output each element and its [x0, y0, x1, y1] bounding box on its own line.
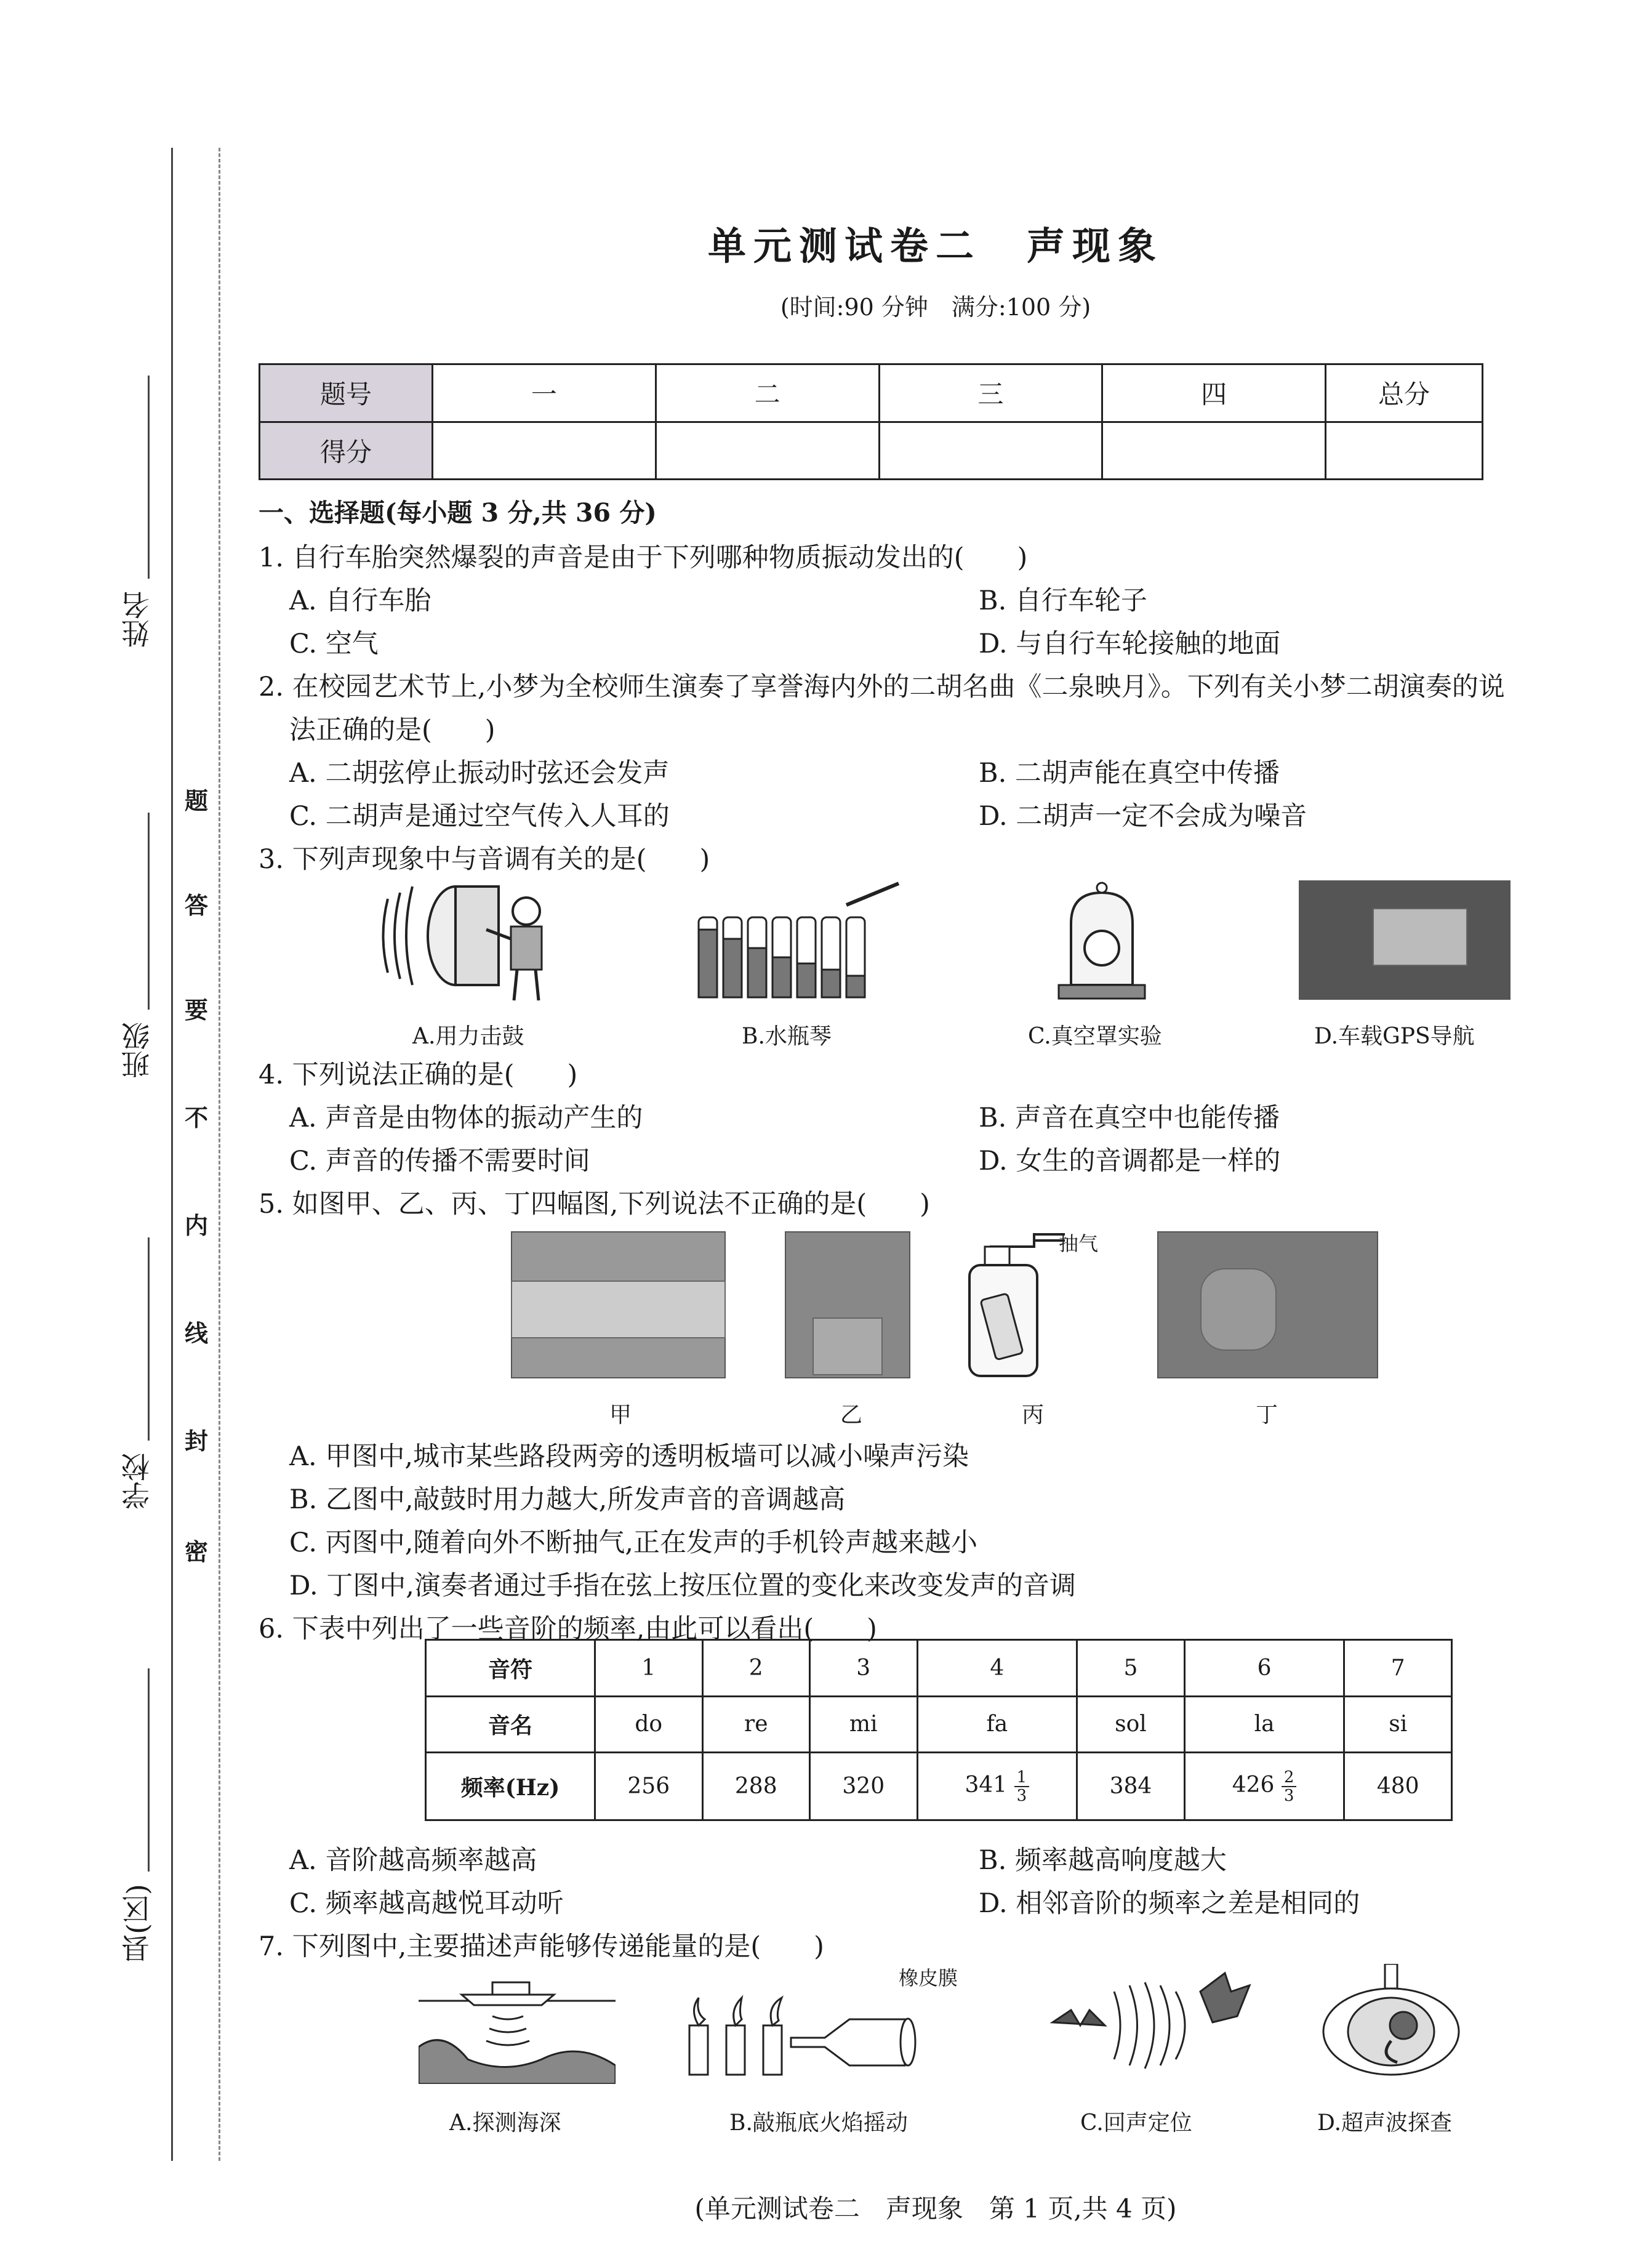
ultrasound-figure: [1311, 1964, 1471, 2081]
q5-option-a[interactable]: A. 甲图中,城市某些路段两旁的透明板墙可以减小噪声污染: [289, 1441, 969, 1472]
q5-option-d[interactable]: D. 丁图中,演奏者通过手指在弦上按压位置的变化来改变发声的音调: [289, 1570, 1076, 1601]
pump-label: 抽气: [1059, 1232, 1099, 1255]
ship-sonar-figure: [419, 1967, 616, 2084]
q7-caption-c: C.回声定位: [1080, 2110, 1192, 2136]
page-title: 单元测试卷二 声现象: [707, 223, 1163, 268]
q3-caption-a: A.用力击鼓: [412, 1024, 524, 1049]
q5-option-c[interactable]: C. 丙图中,随着向外不断抽气,正在发声的手机铃声越来越小: [289, 1527, 978, 1558]
name-label: 姓名: [121, 591, 154, 648]
note-cell: 7: [1344, 1640, 1452, 1697]
seal-char-2: 答: [185, 891, 209, 919]
la-denominator: 3: [1283, 1786, 1294, 1805]
note-cell: 2: [702, 1640, 810, 1697]
seal-char-5: 内: [185, 1212, 209, 1239]
q6-option-d[interactable]: D. 相邻音阶的频率之差是相同的: [979, 1888, 1360, 1919]
q2-stem-cont: 法正确的是( ): [289, 715, 496, 746]
q5-caption-ding: 丁: [1256, 1402, 1278, 1428]
q4-stem: 4. 下列说法正确的是( ): [259, 1060, 578, 1090]
freq-cell: 384: [1077, 1753, 1185, 1820]
seal-char-8: 密: [185, 1538, 209, 1566]
q1-option-c[interactable]: C. 空气: [289, 629, 379, 659]
q5-option-b[interactable]: B. 乙图中,敲鼓时用力越大,所发声音的音调越高: [289, 1484, 846, 1515]
q4-option-c[interactable]: C. 声音的传播不需要时间: [289, 1146, 590, 1176]
note-cell: 5: [1077, 1640, 1185, 1697]
q4-option-d[interactable]: D. 女生的音调都是一样的: [979, 1146, 1281, 1176]
score-col-3: 三: [879, 364, 1102, 422]
q6-option-c[interactable]: C. 频率越高越悦耳动听: [289, 1888, 564, 1919]
school-label: 学校: [121, 1453, 154, 1510]
score-header-label: 题号: [260, 364, 433, 422]
seal-char-1: 题: [185, 787, 209, 814]
freq-cell-la: [1184, 1753, 1344, 1820]
frequency-table: [425, 1639, 1453, 1821]
binding-solid-line: [171, 148, 173, 2161]
la-freq-whole: 426: [1232, 1772, 1275, 1798]
note-cell: 6: [1184, 1640, 1344, 1697]
class-label: 班级: [121, 1022, 154, 1079]
q3-caption-c: C.真空罩实验: [1028, 1024, 1162, 1049]
freq-cell: 256: [595, 1753, 703, 1820]
row-head-name: 音名: [426, 1696, 595, 1753]
fa-freq-whole: 341: [965, 1772, 1008, 1798]
violin-body: [1200, 1268, 1277, 1351]
q2-option-b[interactable]: B. 二胡声能在真空中传播: [979, 758, 1280, 789]
q5-caption-bing: 丙: [1022, 1402, 1045, 1428]
q5-caption-jia: 甲: [609, 1402, 632, 1428]
county-underline: [148, 1668, 150, 1872]
q2-option-a[interactable]: A. 二胡弦停止振动时弦还会发声: [289, 758, 670, 789]
freq-cell-fa: [917, 1753, 1077, 1820]
la-fraction: [1282, 1769, 1297, 1804]
name-underline: [148, 376, 150, 579]
seal-char-7: 封: [185, 1427, 209, 1455]
q2-stem: 2. 在校园艺术节上,小梦为全校师生演奏了享誉海内外的二胡名曲《二泉映月》。下列有关小梦二胡演奏的说: [259, 672, 1505, 702]
section-heading: 一、选择题(每小题 3 分,共 36 分): [259, 498, 657, 528]
score-row-label: 得分: [260, 422, 433, 480]
bottle-flame-figure: [683, 1982, 923, 2081]
sound-barrier-wall: [511, 1281, 726, 1338]
q5-caption-yi: 乙: [840, 1402, 863, 1428]
q6-option-b[interactable]: B. 频率越高响度越大: [979, 1845, 1227, 1876]
q1-option-a[interactable]: A. 自行车胎: [289, 585, 431, 616]
score-col-4: 四: [1102, 364, 1326, 422]
q1-option-d[interactable]: D. 与自行车轮接触的地面: [979, 629, 1281, 659]
phone-jar-figure: [966, 1228, 1071, 1379]
q3-stem: 3. 下列声现象中与音调有关的是( ): [259, 844, 710, 875]
q7-stem: 7. 下列图中,主要描述声能够传递能量的是( ): [259, 1931, 824, 1962]
note-cell: 1: [595, 1640, 703, 1697]
freq-cell: 288: [702, 1753, 810, 1820]
row-head-note: 音符: [426, 1640, 595, 1697]
row-head-freq: 频率(Hz): [426, 1753, 595, 1820]
score-table: [259, 363, 1483, 480]
q6-stem: 6. 下表中列出了一些音阶的频率,由此可以看出( ): [259, 1614, 877, 1644]
q2-option-c[interactable]: C. 二胡声是通过空气传入人耳的: [289, 801, 670, 832]
q7-caption-a: A.探测海深: [449, 2110, 561, 2136]
name-cell: re: [702, 1696, 810, 1753]
bat-echo-figure: [1046, 1967, 1256, 2072]
q1-stem: 1. 自行车胎突然爆裂的声音是由于下列哪种物质振动发出的( ): [259, 542, 1028, 573]
seal-char-3: 要: [185, 996, 209, 1024]
score-cell[interactable]: [433, 422, 656, 480]
name-cell: mi: [810, 1696, 918, 1753]
binding-dashed-line: [219, 148, 220, 2161]
q3-caption-b: B.水瓶琴: [742, 1024, 832, 1049]
water-bottles-figure: [692, 880, 902, 1003]
county-label: 县(区): [121, 1884, 154, 1963]
q6-option-a[interactable]: A. 音阶越高频率越高: [289, 1845, 537, 1876]
page-subtitle: (时间:90 分钟 满分:100 分): [780, 294, 1091, 321]
la-numerator: 2: [1282, 1769, 1297, 1787]
score-cell[interactable]: [1102, 422, 1326, 480]
name-cell: si: [1344, 1696, 1452, 1753]
q4-option-a[interactable]: A. 声音是由物体的振动产生的: [289, 1103, 643, 1133]
gps-screen: [1373, 908, 1467, 966]
bell-jar-figure: [1046, 880, 1157, 1003]
q3-caption-d: D.车载GPS导航: [1314, 1024, 1475, 1049]
freq-cell: 480: [1344, 1753, 1452, 1820]
q7-caption-b: B.敲瓶底火焰摇动: [729, 2110, 908, 2136]
q5-stem: 5. 如图甲、乙、丙、丁四幅图,下列说法不正确的是( ): [259, 1189, 930, 1220]
name-cell: do: [595, 1696, 703, 1753]
score-col-2: 二: [656, 364, 879, 422]
drum-figure: [375, 880, 572, 1003]
q7-caption-d: D.超声波探查: [1317, 2110, 1453, 2136]
q2-option-d[interactable]: D. 二胡声一定不会成为噪音: [979, 801, 1307, 832]
membrane-label: 橡皮膜: [899, 1966, 958, 1990]
name-cell: sol: [1077, 1696, 1185, 1753]
fa-denominator: 3: [1016, 1786, 1027, 1805]
class-underline: [148, 813, 150, 1010]
name-cell: la: [1184, 1696, 1344, 1753]
score-cell[interactable]: [879, 422, 1102, 480]
freq-cell: 320: [810, 1753, 918, 1820]
q4-option-b[interactable]: B. 声音在真空中也能传播: [979, 1103, 1280, 1133]
seal-char-6: 线: [185, 1319, 209, 1347]
name-cell: fa: [917, 1696, 1077, 1753]
score-cell[interactable]: [656, 422, 879, 480]
page-footer: (单元测试卷二 声现象 第 1 页,共 4 页): [694, 2194, 1177, 2224]
note-cell: 4: [917, 1640, 1077, 1697]
fa-fraction: [1014, 1769, 1030, 1804]
seal-char-4: 不: [185, 1104, 209, 1132]
school-underline: [148, 1237, 150, 1441]
score-col-1: 一: [433, 364, 656, 422]
note-cell: 3: [810, 1640, 918, 1697]
fa-numerator: 1: [1014, 1769, 1030, 1787]
score-cell[interactable]: [1326, 422, 1483, 480]
score-col-total: 总分: [1326, 364, 1483, 422]
q1-option-b[interactable]: B. 自行车轮子: [979, 585, 1147, 616]
drum-girl-drum: [812, 1317, 883, 1375]
